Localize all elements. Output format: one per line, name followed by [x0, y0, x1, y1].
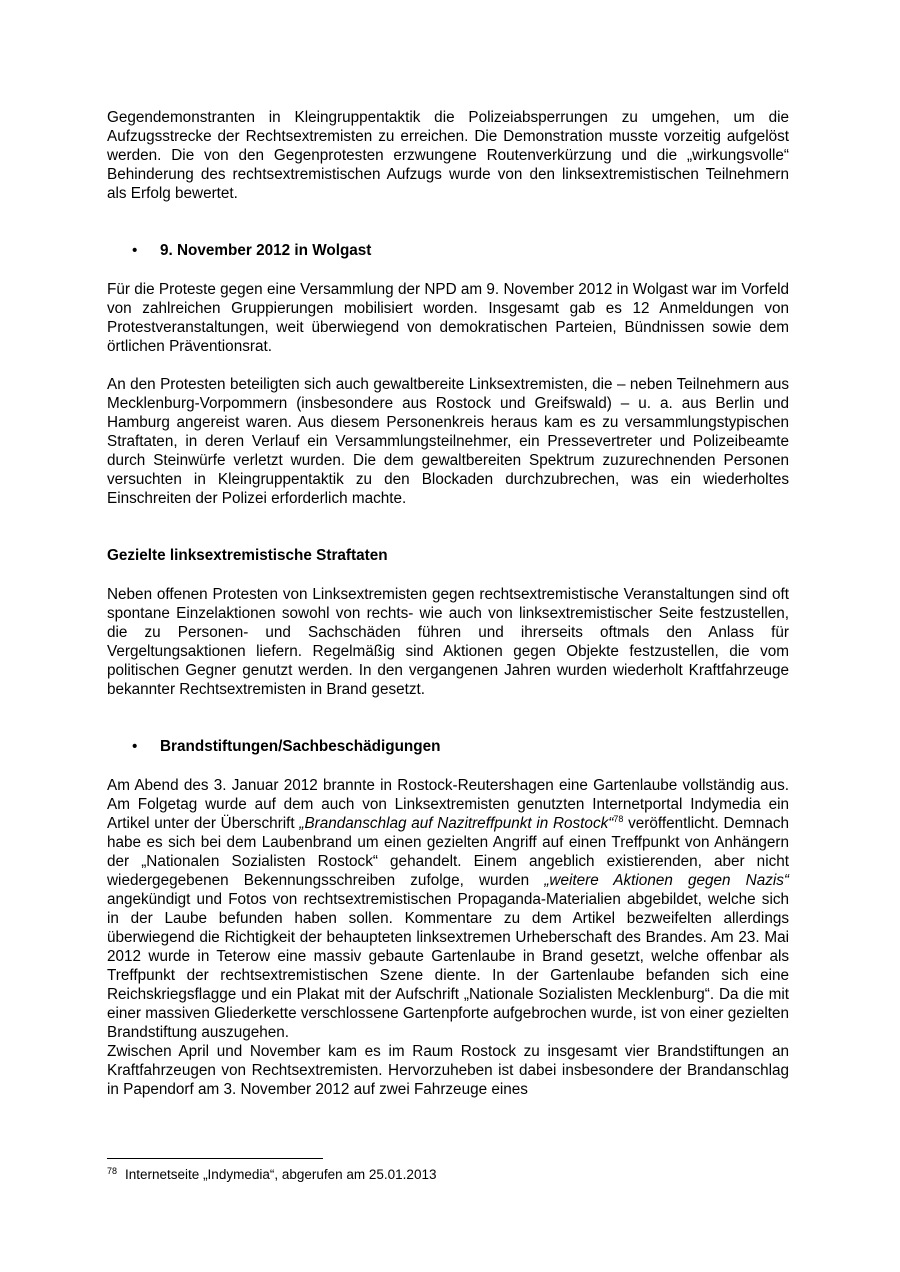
bullet-point: •: [132, 738, 138, 755]
paragraph-einzelaktionen: Neben offenen Protesten von Linksextremisten gegen rechtsextremistische Veranstaltungen sind oft spontane Einzelaktionen sowohl von rechts- wie auch von linksextremistischer Seite festzustellen, die zu Personen- und Sachschäden führen und ihrerseits oftmals den Anlass für Vergeltungsaktionen liefern. Regelmäßig sind Aktionen gegen Objekte festzustellen, die vom politischen Gegner genutzt werden. In den vergangenen Jahren wurden wiederholt Kraftfahrzeuge bekannter Rechtsextremisten in Brand gesetzt.: [107, 586, 789, 698]
paragraph-gegendemonstranten: Gegendemonstranten in Kleingruppentaktik die Polizeiabsperrungen zu umgehen, um die Aufzugsstrecke der Rechtsextremisten zu erreichen. Die Demonstration musste vorzeitig aufgelöst werden. Die von den Gegenprotesten erzwungene Routenverkürzung und die „wirkungsvolle“ Behinderung des rechtsextremistischen Aufzugs wurde von den linksextremistischen Teilnehmern als Erfolg bewertet.: [107, 109, 789, 202]
paragraph-gartenlaube-part-c: angekündigt und Fotos von rechtsextremistischen Propaganda-Materialien abgebildet, welche sich in der Laube befunden haben sollen. Kommentare zu dem Artikel bezweifelten allerdings überwiegend die Richtigkeit der behaupteten linksextremen Urheberschaft des Brandes. Am 23. Mai 2012 wurde in Teterow eine massiv gebaute Gartenlaube in Brand gesetzt, welche offenbar als Treffpunkt der rechtsextremistischen Szene diente. In der Gartenlaube befanden sich eine Reichskriegsflagge und ein Plakat mit der Aufschrift „Nationale Sozialisten Mecklenburg“. Da die mit einer massiven Gliederkette verschlossene Gartenpforte aufgebrochen wurde, ist von einer gezielten Brandstiftung auszugehen.: [107, 891, 789, 1041]
heading-brandstiftungen: [107, 737, 789, 756]
heading-wolgast: [107, 241, 789, 260]
heading-gezielte-straftaten: Gezielte linksextremistische Straftaten: [107, 547, 388, 564]
bullet-point: •: [132, 242, 138, 259]
footnote-number: 78: [107, 1166, 118, 1176]
paragraph-gartenlaube: [107, 776, 789, 1042]
paragraph-gartenlaube-part-b: veröffentlicht. Demnach habe es sich bei dem Laubenbrand um einen gezielten Angriff auf einen Treffpunkt von Anhängern der „Nationalen Sozialisten Rostock“ gehandelt. Einem angeblich existierenden, aber nicht wiedergegebenen Bekennungsschreiben zufolge, wurden: [107, 815, 789, 889]
footnote-reference: 78: [613, 814, 624, 824]
paragraph-gewaltbereite-linksextremisten: An den Protesten beteiligten sich auch gewaltbereite Linksextremisten, die – neben Teilnehmern aus Mecklenburg-Vorpommern (insbesondere aus Rostock und Greifswald) – u. a. aus Berlin und Hamburg angereist waren. Aus diesem Personenkreis heraus kam es zu versammlungstypischen Straftaten, in deren Verlauf ein Versammlungsteilnehmer, ein Pressevertreter und Polizeibeamte durch Steinwürfe verletzt wurden. Die dem gewaltbereiten Spektrum zuzurechnenden Personen versuchten in Kleingruppentaktik zu den Blockaden durchzubrechen, was ein wiederholtes Einschreiten der Polizei erforderlich machte.: [107, 376, 789, 507]
footnote-separator: [107, 1158, 323, 1159]
footnote: [107, 1166, 436, 1183]
paragraph-gartenlaube-part-a: Am Abend des 3. Januar 2012 brannte in Rostock-Reutershagen eine Gartenlaube vollständig aus. Am Folgetag wurde auf dem auch von Linksextremisten genutzten Internetportal Indymedia ein Artikel unter der Überschrift: [107, 777, 789, 832]
heading-wolgast-text: 9. November 2012 in Wolgast: [160, 242, 372, 259]
footnote-text: Internetseite „Indymedia“, abgerufen am 25.01.2013: [125, 1167, 437, 1182]
paragraph-kraftfahrzeuge: Zwischen April und November kam es im Raum Rostock zu insgesamt vier Brandstiftungen an Kraftfahrzeugen von Rechtsextremisten. Hervorzuheben ist dabei insbesondere der Brandanschlag in Papendorf am 3. November 2012 auf zwei Fahrzeuge eines: [107, 1043, 789, 1098]
page-body: [107, 108, 789, 1099]
quote-weitere-aktionen: „weitere Aktionen gegen Nazis“: [544, 872, 789, 889]
heading-brandstiftungen-text: Brandstiftungen/Sachbeschädigungen: [160, 738, 441, 755]
quote-brandanschlag-title: „Brandanschlag auf Nazitreffpunkt in Rostock“: [299, 815, 614, 832]
paragraph-wolgast-proteste: Für die Proteste gegen eine Versammlung der NPD am 9. November 2012 in Wolgast war im Vorfeld von zahlreichen Gruppierungen mobilisiert worden. Insgesamt gab es 12 Anmeldungen von Protestveranstaltungen, weit überwiegend von demokratischen Parteien, Bündnissen sowie dem örtlichen Präventionsrat.: [107, 281, 789, 355]
